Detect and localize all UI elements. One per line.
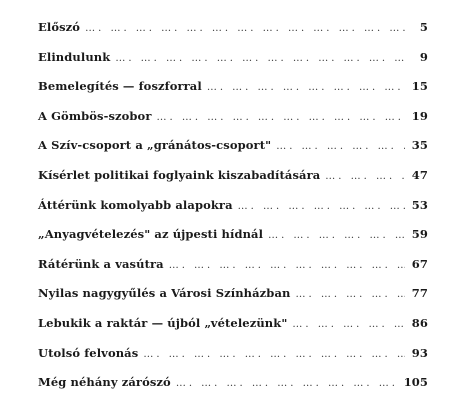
- toc-entry-title: Utolsó felvonás: [38, 345, 139, 360]
- toc-entry: [38, 168, 428, 198]
- toc-entry-page: 19: [411, 108, 428, 123]
- toc-entry-page: 15: [411, 79, 428, 94]
- toc-entry: [38, 138, 428, 168]
- toc-entry-page: 47: [411, 167, 428, 182]
- dot-leader: [292, 319, 405, 330]
- dot-leader: [295, 289, 405, 300]
- dot-leader: [85, 23, 405, 34]
- toc-entry: [38, 109, 428, 139]
- dot-leader: [268, 230, 405, 241]
- toc-entry-title: Rátérünk a vasútra: [38, 256, 164, 271]
- toc-entry: [38, 346, 428, 376]
- toc-entry: [38, 198, 428, 228]
- toc-entry-page: 93: [411, 345, 428, 360]
- toc-entry: [38, 50, 428, 80]
- dot-leader: [207, 82, 405, 93]
- toc-entry-page: 86: [411, 315, 428, 330]
- toc-entry-title: Előszó: [38, 20, 81, 34]
- dot-leader: [157, 112, 406, 123]
- toc-entry-title: Nyilas nagygyűlés a Városi Színházban: [38, 286, 291, 301]
- dot-leader: [143, 349, 405, 360]
- toc-entry-page: 5: [419, 20, 428, 34]
- toc-entry-page: 59: [411, 227, 428, 242]
- dot-leader: [169, 260, 405, 271]
- toc-entry-title: Még néhány zárószó: [38, 375, 171, 390]
- table-of-contents: [38, 20, 428, 405]
- toc-entry-title: Kísérlet politikai foglyaink kiszabadítására: [38, 167, 321, 182]
- toc-entry: [38, 375, 428, 405]
- toc-entry-title: Bemelegítés — foszforral: [38, 79, 202, 94]
- toc-entry: [38, 257, 428, 287]
- toc-entry: [38, 79, 428, 109]
- toc-entry: [38, 316, 428, 346]
- toc-entry-title: Lebukik a raktár — újból „vételezünk": [38, 315, 288, 330]
- toc-entry-title: A Gömbös-szobor: [38, 108, 152, 123]
- toc-entry-page: 9: [419, 49, 428, 64]
- toc-entry-page: 105: [403, 375, 428, 390]
- toc-entry-title: Elindulunk: [38, 49, 111, 64]
- toc-entry-title: A Szív-csoport a „gránátos-csoport": [38, 138, 272, 153]
- toc-entry: [38, 227, 428, 257]
- dot-leader: [238, 201, 405, 212]
- toc-entry-page: 67: [411, 256, 428, 271]
- dot-leader: [115, 53, 405, 64]
- dot-leader: [325, 171, 405, 182]
- toc-entry-title: „Anyagvételezés" az újpesti hídnál: [38, 227, 264, 242]
- toc-entry-page: 53: [411, 197, 428, 212]
- toc-entry: [38, 20, 428, 50]
- dot-leader: [176, 378, 399, 389]
- toc-entry-title: Áttérünk komolyabb alapokra: [38, 197, 233, 212]
- dot-leader: [276, 141, 405, 152]
- toc-entry-page: 77: [411, 286, 428, 301]
- toc-entry: [38, 286, 428, 316]
- toc-entry-page: 35: [411, 138, 428, 153]
